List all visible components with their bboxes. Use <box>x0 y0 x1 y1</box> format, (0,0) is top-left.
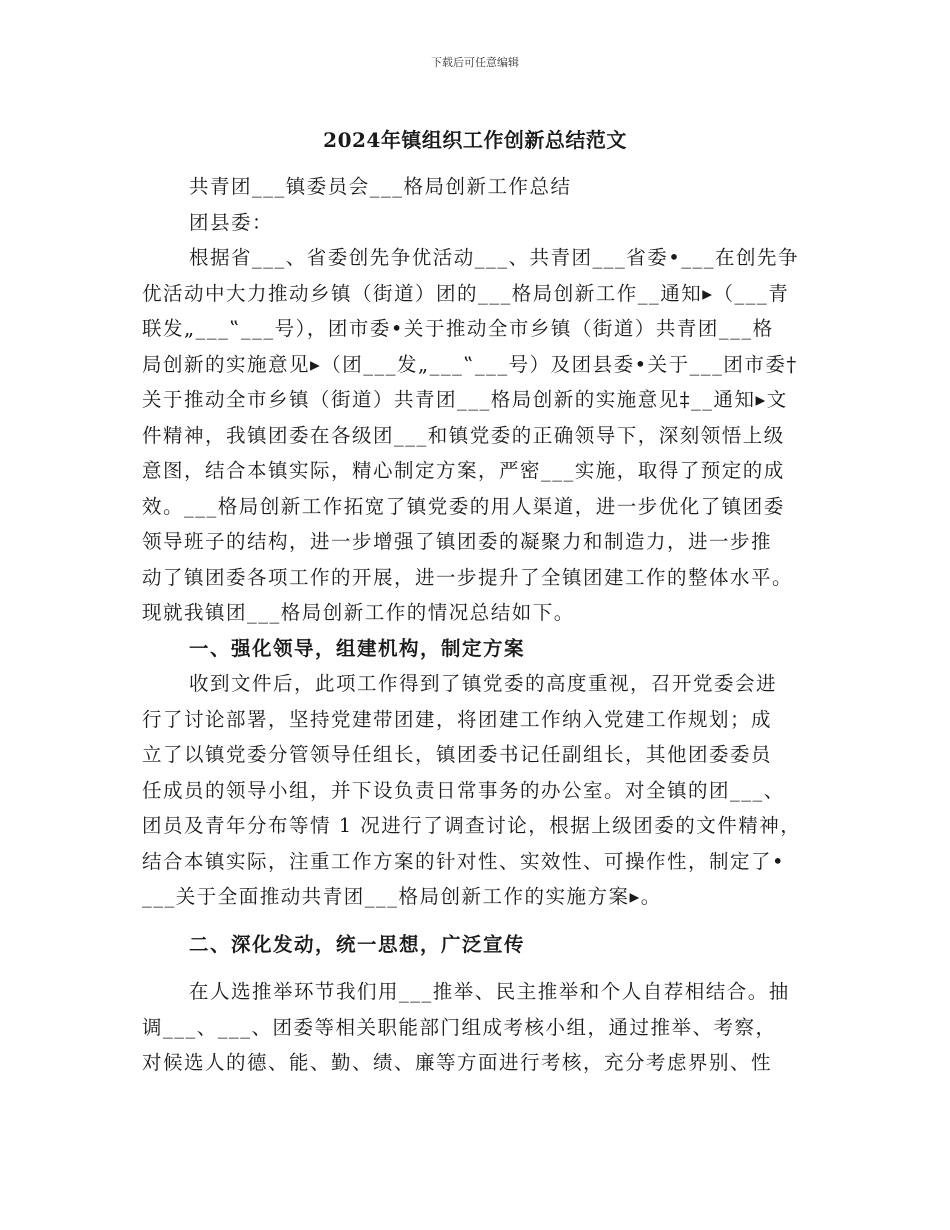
paragraph-line: 团员及青年分布等情 1 况进行了调查讨论，根据上级团委的文件精神， <box>142 814 802 837</box>
header-note: 下载后可任意编辑 <box>431 56 519 69</box>
paragraph-line: 对候选人的德、能、勤、绩、廉等方面进行考核，充分考虑界别、性 <box>142 1051 773 1074</box>
paragraph-line: 收到文件后，此项工作得到了镇党委的高度重视，召开党委会进 <box>189 672 778 695</box>
paragraph-line: 行了讨论部署，坚持党建带团建，将团建工作纳入党建工作规划；成 <box>142 707 773 731</box>
paragraph-1 <box>142 240 814 631</box>
spacer <box>142 962 814 974</box>
salutation-line: 团县委： <box>189 210 274 234</box>
paragraph-line: 局创新的实施意见▸（团___发„___‟___号）及团县委•关于___团市委† <box>142 352 798 376</box>
paragraph-line: 领导班子的结构，进一步增强了镇团委的凝聚力和制造力，进一步推 <box>142 530 773 553</box>
section-heading-2: 二、深化发动，统一思想，广泛宣传 <box>189 932 526 956</box>
paragraph-line: 动了镇团委各项工作的开展，进一步提升了全镇团建工作的整体水平。 <box>142 565 794 589</box>
paragraph-2 <box>142 666 814 915</box>
paragraph-line: 意图，结合本镇实际，精心制定方案，严密___实施，取得了预定的成 <box>142 459 785 482</box>
subtitle-line: 共青团___镇委员会___格局创新工作总结 <box>189 175 572 198</box>
spacer <box>142 915 814 927</box>
paragraph-line: 任成员的领导小组，并下设负责日常事务的办公室。对全镇的团___、 <box>142 778 785 802</box>
paragraph-line: 优活动中大力推动乡镇（街道）团的___格局创新工作__通知▸（___青 <box>142 281 790 305</box>
document-title: 2024年镇组织工作创新总结范文 <box>323 128 627 152</box>
document-body <box>142 169 814 1081</box>
paragraph-line: 现就我镇团___格局创新工作的情况总结如下。 <box>142 601 575 624</box>
paragraph-line: 结合本镇实际，注重工作方案的针对性、实效性、可操作性，制定了• <box>142 849 786 873</box>
paragraph-line: 调___、___、团委等相关职能部门组成考核小组，通过推举、考察， <box>142 1015 777 1039</box>
paragraph-line: 件精神，我镇团委在各级团___和镇党委的正确领导下，深刻领悟上级 <box>142 423 785 447</box>
paragraph-line: 关于推动全市乡镇（街道）共青团___格局创新的实施意见‡__通知▸文 <box>142 388 788 411</box>
paragraph-line: 根据省___、省委创先争优活动___、共青团___省委•___在创先争 <box>189 246 800 269</box>
section-heading-1: 一、强化领导，组建机构，制定方案 <box>189 636 526 660</box>
paragraph-line: 联发„___‟___号），团市委•关于推动全市乡镇（街道）共青团___格 <box>142 317 774 340</box>
paragraph-line: 立了以镇党委分管领导任组长，镇团委书记任副组长，其他团委委员 <box>142 743 773 766</box>
paragraph-3 <box>142 974 814 1081</box>
paragraph-line: 效。___格局创新工作拓宽了镇党委的用人渠道，进一步优化了镇团委 <box>142 494 785 518</box>
paragraph-line: 在人选推举环节我们用___推举、民主推举和个人自荐相结合。抽 <box>189 980 790 1003</box>
paragraph-line: ___关于全面推动共青团___格局创新工作的实施方案▸。 <box>142 885 662 908</box>
